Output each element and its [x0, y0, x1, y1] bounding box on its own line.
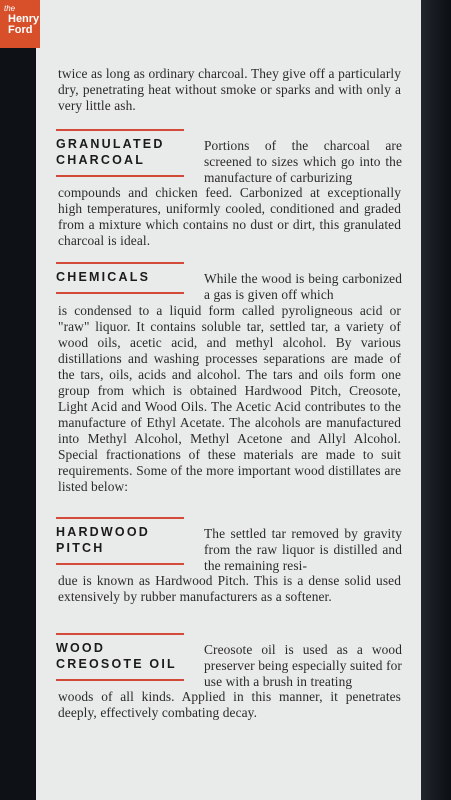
section-side-text: While the wood is being carbonized a gas is given off which	[204, 271, 402, 302]
henry-ford-logo	[0, 0, 40, 48]
heading-line: WOOD	[56, 641, 106, 655]
intro-paragraph: twice as long as ordinary charcoal. They give off a particularly dry, penetrating heat without smoke or sparks and with only a very little ash.	[58, 66, 401, 113]
heading-granulated-charcoal	[56, 129, 184, 177]
section-body-text: due is known as Hardwood Pitch. This is a dense solid used extensively by rubber manufacturers as a softener.	[58, 573, 401, 604]
section-side-text: Creosote oil is used as a wood preserver being especially suited for use with a brush in treating	[204, 642, 402, 689]
heading-rule-bottom	[56, 292, 184, 294]
section-side-text: Portions of the charcoal are screened to sizes which go into the manufacture of carburizing	[204, 138, 402, 185]
heading-rule-top	[56, 262, 184, 264]
heading-line: HARDWOOD	[56, 525, 150, 539]
heading-chemicals	[56, 262, 184, 294]
heading-rule-top	[56, 633, 184, 635]
book-spine	[421, 0, 451, 800]
heading-hardwood-pitch	[56, 517, 184, 565]
heading-wood-creosote-oil	[56, 633, 184, 681]
section-body-text: compounds and chicken feed. Carbonized at exceptionally high temperatures, uniformly cooled, conditioned and graded from a mixture which contains no dust or dirt, this granulated charcoal is ideal.	[58, 185, 401, 248]
logo-name: Henry Ford	[8, 13, 40, 36]
section-body-text: woods of all kinds. Applied in this manner, it penetrates deeply, effectively combating decay.	[58, 689, 401, 720]
heading-line: CHARCOAL	[56, 153, 146, 167]
heading-line: CHEMICALS	[56, 270, 151, 284]
heading-line: CREOSOTE OIL	[56, 657, 177, 671]
heading-line: GRANULATED	[56, 137, 165, 151]
heading-line: PITCH	[56, 541, 105, 555]
heading-rule-bottom	[56, 679, 184, 681]
section-body-text: is condensed to a liquid form called pyroligneous acid or "raw" liquor. It contains soluble tar, settled tar, a variety of wood oils, acetic acid, and methyl alcohol. By various distillations and washing processes separations are made of the tars, oils, acids and alcohol. The tars and oils form one group from which is obtained Hardwood Pitch, Creosote, Light Acid and Wood Oils. The Acetic Acid contributes to the manufacture of Ethyl Acetate. The alcohols are manufactured into Methyl Alcohol, Methyl Acetone and Allyl Alcohol. Special fractionations of these materials are made to suit requirements. Some of the more important wood distillates are listed below:	[58, 303, 401, 494]
heading-rule-bottom	[56, 563, 184, 565]
heading-rule-top	[56, 129, 184, 131]
logo-the: the	[4, 4, 16, 13]
heading-rule-bottom	[56, 175, 184, 177]
section-side-text: The settled tar removed by gravity from the raw liquor is distilled and the remaining resi-	[204, 526, 402, 573]
heading-rule-top	[56, 517, 184, 519]
